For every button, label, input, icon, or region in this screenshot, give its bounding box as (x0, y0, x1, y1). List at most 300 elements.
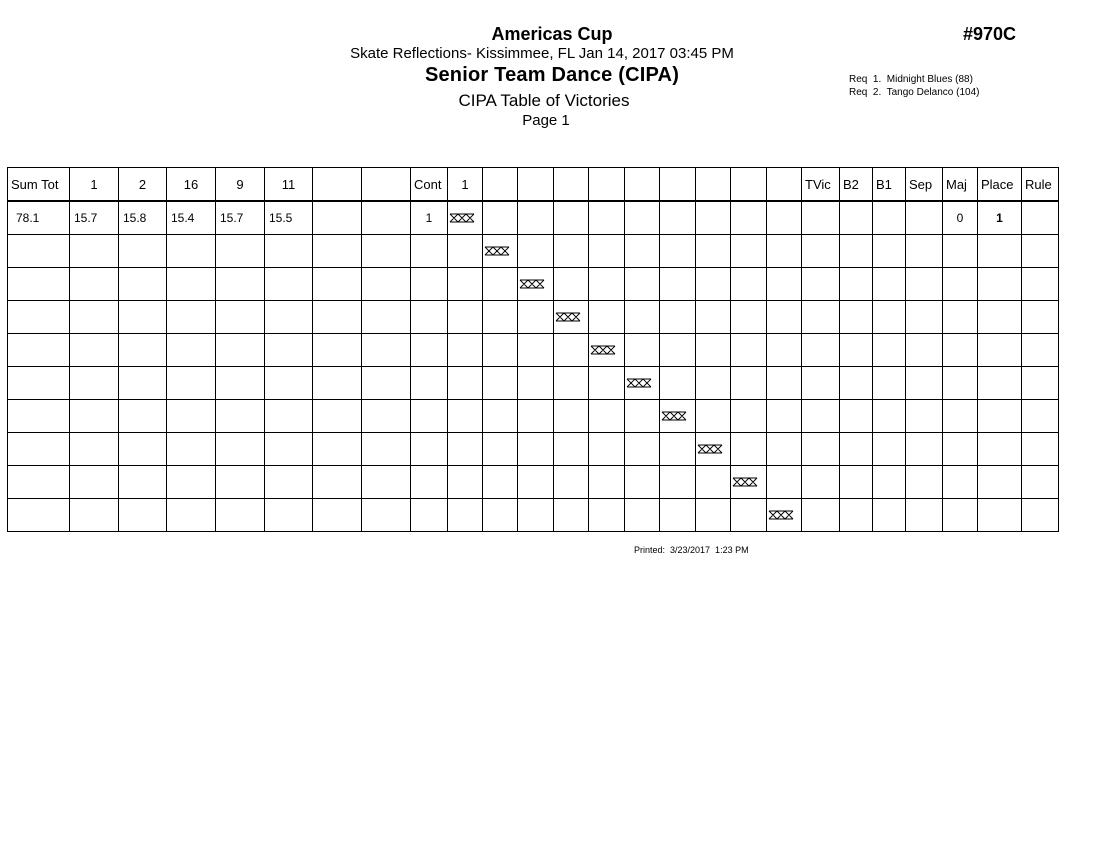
empty-cell (731, 433, 767, 466)
empty-cell (448, 499, 483, 532)
empty-cell (978, 433, 1022, 466)
table-row (8, 499, 1059, 532)
empty-cell (483, 400, 518, 433)
empty-cell (265, 334, 313, 367)
empty-cell (906, 466, 943, 499)
empty-cell (313, 268, 362, 301)
empty-cell (70, 235, 119, 268)
empty-cell (70, 301, 119, 334)
empty-cell (554, 268, 589, 301)
empty-cell (362, 268, 411, 301)
empty-cell (731, 301, 767, 334)
table-row (8, 466, 1059, 499)
empty-cell (554, 433, 589, 466)
empty-cell (448, 235, 483, 268)
judge-score: 15.7 (216, 201, 265, 235)
col-b2: B2 (840, 168, 873, 202)
empty-cell (906, 301, 943, 334)
empty-cell (216, 466, 265, 499)
empty-cell (660, 268, 696, 301)
empty-cell (906, 499, 943, 532)
empty-cell (696, 235, 731, 268)
empty-cell (119, 235, 167, 268)
empty-cell (167, 499, 216, 532)
empty-cell (518, 301, 554, 334)
empty-cell (731, 367, 767, 400)
empty-cell (313, 367, 362, 400)
empty-cell (731, 499, 767, 532)
requirement-1: Req 1. Midnight Blues (88) (849, 74, 973, 85)
empty-cell (802, 466, 840, 499)
empty-cell (448, 268, 483, 301)
empty-cell (978, 235, 1022, 268)
self-cross-cell (696, 433, 731, 466)
col-judge-9: 9 (216, 168, 265, 202)
empty-cell (767, 433, 802, 466)
empty-cell (448, 301, 483, 334)
empty-cell (1022, 433, 1059, 466)
cross-mark-icon (484, 244, 514, 258)
empty-cell (767, 334, 802, 367)
cross-mark-icon (768, 508, 798, 522)
empty-cell (554, 466, 589, 499)
empty-cell (731, 334, 767, 367)
empty-cell (589, 301, 625, 334)
empty-cell (767, 268, 802, 301)
empty-cell (731, 268, 767, 301)
col-opponent (625, 168, 660, 202)
empty-cell (802, 499, 840, 532)
empty-cell (978, 400, 1022, 433)
empty-cell (906, 367, 943, 400)
self-cross-cell (448, 201, 483, 235)
empty-cell (483, 268, 518, 301)
empty-cell (1022, 367, 1059, 400)
empty-cell (840, 268, 873, 301)
rule-value (1022, 201, 1059, 235)
empty-cell (660, 499, 696, 532)
empty-cell (216, 433, 265, 466)
empty-cell (411, 268, 448, 301)
printed-timestamp: Printed: 3/23/2017 1:23 PM (634, 545, 749, 555)
empty-cell (873, 235, 906, 268)
col-rule: Rule (1022, 168, 1059, 202)
col-contestant: Cont (411, 168, 448, 202)
cross-mark-icon (661, 409, 691, 423)
empty-cell (518, 201, 554, 235)
empty-cell (589, 235, 625, 268)
empty-cell (873, 466, 906, 499)
event-name: Americas Cup (491, 24, 613, 44)
empty-cell (589, 268, 625, 301)
empty-cell (216, 400, 265, 433)
empty-cell (731, 400, 767, 433)
empty-cell (119, 400, 167, 433)
table-row (8, 334, 1059, 367)
empty-cell (660, 235, 696, 268)
col-judge-1: 1 (70, 168, 119, 202)
empty-cell (518, 433, 554, 466)
empty-cell (70, 334, 119, 367)
empty-cell (660, 367, 696, 400)
empty-cell (8, 499, 70, 532)
empty-cell (1022, 301, 1059, 334)
empty-cell (216, 268, 265, 301)
empty-cell (313, 466, 362, 499)
empty-cell (906, 235, 943, 268)
cross-mark-icon (519, 277, 549, 291)
empty-cell (411, 466, 448, 499)
empty-cell (362, 367, 411, 400)
empty-cell (1022, 466, 1059, 499)
empty-cell (589, 400, 625, 433)
empty-cell (589, 433, 625, 466)
page-number: Page 1 (522, 112, 570, 129)
empty-cell (696, 499, 731, 532)
self-cross-cell (483, 235, 518, 268)
empty-cell (554, 499, 589, 532)
cross-mark-icon (590, 343, 620, 357)
empty-cell (943, 367, 978, 400)
self-cross-cell (625, 367, 660, 400)
empty-cell (554, 400, 589, 433)
victories-table (7, 167, 1059, 532)
table-row (8, 433, 1059, 466)
competition-title: Senior Team Dance (CIPA) (424, 64, 680, 86)
empty-cell (625, 499, 660, 532)
empty-cell (943, 433, 978, 466)
empty-cell (554, 201, 589, 235)
report-subtitle: CIPA Table of Victories (458, 91, 630, 110)
col-opponent (518, 168, 554, 202)
empty-cell (362, 201, 411, 235)
majority-value: 0 (943, 201, 978, 235)
cross-mark-icon (697, 442, 727, 456)
empty-cell (767, 367, 802, 400)
empty-cell (313, 235, 362, 268)
empty-cell (943, 499, 978, 532)
empty-cell (362, 499, 411, 532)
empty-cell (362, 400, 411, 433)
empty-cell (362, 433, 411, 466)
col-opponent (483, 168, 518, 202)
empty-cell (696, 301, 731, 334)
empty-cell (873, 400, 906, 433)
empty-cell (8, 268, 70, 301)
col-judge-2: 2 (119, 168, 167, 202)
empty-cell (119, 433, 167, 466)
col-b1: B1 (873, 168, 906, 202)
event-number: #970C (963, 24, 1017, 44)
empty-cell (767, 400, 802, 433)
empty-cell (625, 235, 660, 268)
requirement-2: Req 2. Tango Delanco (104) (849, 87, 980, 98)
total-victories-value (802, 201, 840, 235)
empty-cell (840, 400, 873, 433)
empty-cell (978, 367, 1022, 400)
empty-cell (660, 466, 696, 499)
empty-cell (660, 201, 696, 235)
empty-cell (873, 499, 906, 532)
empty-cell (362, 334, 411, 367)
empty-cell (411, 235, 448, 268)
empty-cell (625, 301, 660, 334)
empty-cell (216, 499, 265, 532)
empty-cell (483, 367, 518, 400)
empty-cell (978, 268, 1022, 301)
empty-cell (119, 268, 167, 301)
empty-cell (1022, 268, 1059, 301)
empty-cell (589, 499, 625, 532)
empty-cell (731, 201, 767, 235)
empty-cell (167, 301, 216, 334)
empty-cell (978, 466, 1022, 499)
empty-cell (265, 466, 313, 499)
judge-score: 15.7 (70, 201, 119, 235)
empty-cell (840, 466, 873, 499)
empty-cell (167, 466, 216, 499)
empty-cell (8, 367, 70, 400)
empty-cell (906, 400, 943, 433)
empty-cell (873, 334, 906, 367)
empty-cell (906, 334, 943, 367)
cross-mark-icon (555, 310, 585, 324)
empty-cell (411, 334, 448, 367)
empty-cell (1022, 334, 1059, 367)
empty-cell (448, 433, 483, 466)
self-cross-cell (518, 268, 554, 301)
empty-cell (167, 433, 216, 466)
table-row (8, 201, 1059, 235)
empty-cell (411, 400, 448, 433)
col-opponent-1: 1 (448, 168, 483, 202)
empty-cell (8, 466, 70, 499)
empty-cell (8, 235, 70, 268)
empty-cell (518, 466, 554, 499)
empty-cell (873, 433, 906, 466)
empty-cell (265, 433, 313, 466)
empty-cell (483, 334, 518, 367)
empty-cell (265, 268, 313, 301)
empty-cell (216, 334, 265, 367)
col-empty (313, 168, 362, 202)
empty-cell (362, 466, 411, 499)
empty-cell (313, 499, 362, 532)
col-empty (362, 168, 411, 202)
empty-cell (518, 334, 554, 367)
empty-cell (483, 433, 518, 466)
empty-cell (978, 334, 1022, 367)
empty-cell (70, 268, 119, 301)
empty-cell (70, 466, 119, 499)
empty-cell (625, 268, 660, 301)
empty-cell (696, 466, 731, 499)
table-row (8, 301, 1059, 334)
empty-cell (943, 466, 978, 499)
self-cross-cell (660, 400, 696, 433)
empty-cell (216, 235, 265, 268)
empty-cell (906, 268, 943, 301)
empty-cell (265, 400, 313, 433)
empty-cell (625, 201, 660, 235)
empty-cell (119, 466, 167, 499)
empty-cell (802, 235, 840, 268)
empty-cell (625, 433, 660, 466)
col-opponent (660, 168, 696, 202)
header-row (8, 168, 1059, 202)
empty-cell (802, 268, 840, 301)
col-opponent (554, 168, 589, 202)
empty-cell (696, 400, 731, 433)
empty-cell (167, 235, 216, 268)
place-value: 1 (978, 201, 1022, 235)
empty-cell (411, 367, 448, 400)
empty-cell (840, 433, 873, 466)
empty-cell (411, 301, 448, 334)
empty-cell (802, 367, 840, 400)
empty-cell (216, 301, 265, 334)
empty-cell (362, 301, 411, 334)
empty-cell (119, 367, 167, 400)
empty-cell (313, 433, 362, 466)
b1-value (873, 201, 906, 235)
empty-cell (448, 466, 483, 499)
empty-cell (660, 433, 696, 466)
empty-cell (554, 367, 589, 400)
empty-cell (313, 301, 362, 334)
empty-cell (167, 367, 216, 400)
empty-cell (448, 334, 483, 367)
self-cross-cell (731, 466, 767, 499)
empty-cell (119, 499, 167, 532)
empty-cell (411, 499, 448, 532)
cross-mark-icon (449, 211, 479, 225)
empty-cell (216, 367, 265, 400)
empty-cell (1022, 400, 1059, 433)
empty-cell (767, 466, 802, 499)
empty-cell (70, 367, 119, 400)
judge-score: 15.5 (265, 201, 313, 235)
empty-cell (943, 268, 978, 301)
empty-cell (265, 367, 313, 400)
empty-cell (873, 301, 906, 334)
empty-cell (978, 301, 1022, 334)
b2-value (840, 201, 873, 235)
empty-cell (70, 433, 119, 466)
empty-cell (943, 235, 978, 268)
empty-cell (167, 268, 216, 301)
table-row (8, 268, 1059, 301)
empty-cell (589, 201, 625, 235)
empty-cell (873, 367, 906, 400)
empty-cell (660, 334, 696, 367)
cross-mark-icon (626, 376, 656, 390)
col-separation: Sep (906, 168, 943, 202)
empty-cell (802, 433, 840, 466)
empty-cell (483, 499, 518, 532)
table-row (8, 235, 1059, 268)
empty-cell (448, 400, 483, 433)
empty-cell (802, 334, 840, 367)
empty-cell (589, 466, 625, 499)
empty-cell (660, 301, 696, 334)
empty-cell (518, 400, 554, 433)
empty-cell (625, 400, 660, 433)
col-place: Place (978, 168, 1022, 202)
empty-cell (943, 301, 978, 334)
empty-cell (943, 334, 978, 367)
table-row (8, 400, 1059, 433)
empty-cell (873, 268, 906, 301)
col-opponent (589, 168, 625, 202)
empty-cell (696, 201, 731, 235)
self-cross-cell (589, 334, 625, 367)
empty-cell (625, 466, 660, 499)
empty-cell (70, 400, 119, 433)
judge-score: 15.8 (119, 201, 167, 235)
contestant-number: 1 (411, 201, 448, 235)
empty-cell (840, 235, 873, 268)
empty-cell (483, 466, 518, 499)
sum-total-value: 78.1 (8, 201, 70, 235)
judge-score: 15.4 (167, 201, 216, 235)
empty-cell (767, 301, 802, 334)
empty-cell (1022, 499, 1059, 532)
col-opponent (767, 168, 802, 202)
empty-cell (1022, 235, 1059, 268)
empty-cell (767, 201, 802, 235)
empty-cell (8, 433, 70, 466)
empty-cell (518, 499, 554, 532)
empty-cell (696, 268, 731, 301)
empty-cell (840, 367, 873, 400)
empty-cell (119, 334, 167, 367)
empty-cell (483, 301, 518, 334)
empty-cell (518, 235, 554, 268)
self-cross-cell (554, 301, 589, 334)
empty-cell (313, 334, 362, 367)
empty-cell (554, 235, 589, 268)
empty-cell (448, 367, 483, 400)
empty-cell (167, 334, 216, 367)
empty-cell (265, 301, 313, 334)
empty-cell (119, 301, 167, 334)
empty-cell (696, 334, 731, 367)
self-cross-cell (767, 499, 802, 532)
empty-cell (8, 301, 70, 334)
empty-cell (802, 301, 840, 334)
empty-cell (167, 400, 216, 433)
empty-cell (840, 499, 873, 532)
empty-cell (767, 235, 802, 268)
empty-cell (554, 334, 589, 367)
empty-cell (313, 201, 362, 235)
empty-cell (906, 433, 943, 466)
table-row (8, 367, 1059, 400)
empty-cell (840, 334, 873, 367)
empty-cell (313, 400, 362, 433)
col-sum-total: Sum Tot (8, 168, 70, 202)
col-judge-16: 16 (167, 168, 216, 202)
cross-mark-icon (732, 475, 762, 489)
col-majority: Maj (943, 168, 978, 202)
empty-cell (483, 201, 518, 235)
empty-cell (731, 235, 767, 268)
empty-cell (411, 433, 448, 466)
empty-cell (589, 367, 625, 400)
empty-cell (518, 367, 554, 400)
col-judge-11: 11 (265, 168, 313, 202)
